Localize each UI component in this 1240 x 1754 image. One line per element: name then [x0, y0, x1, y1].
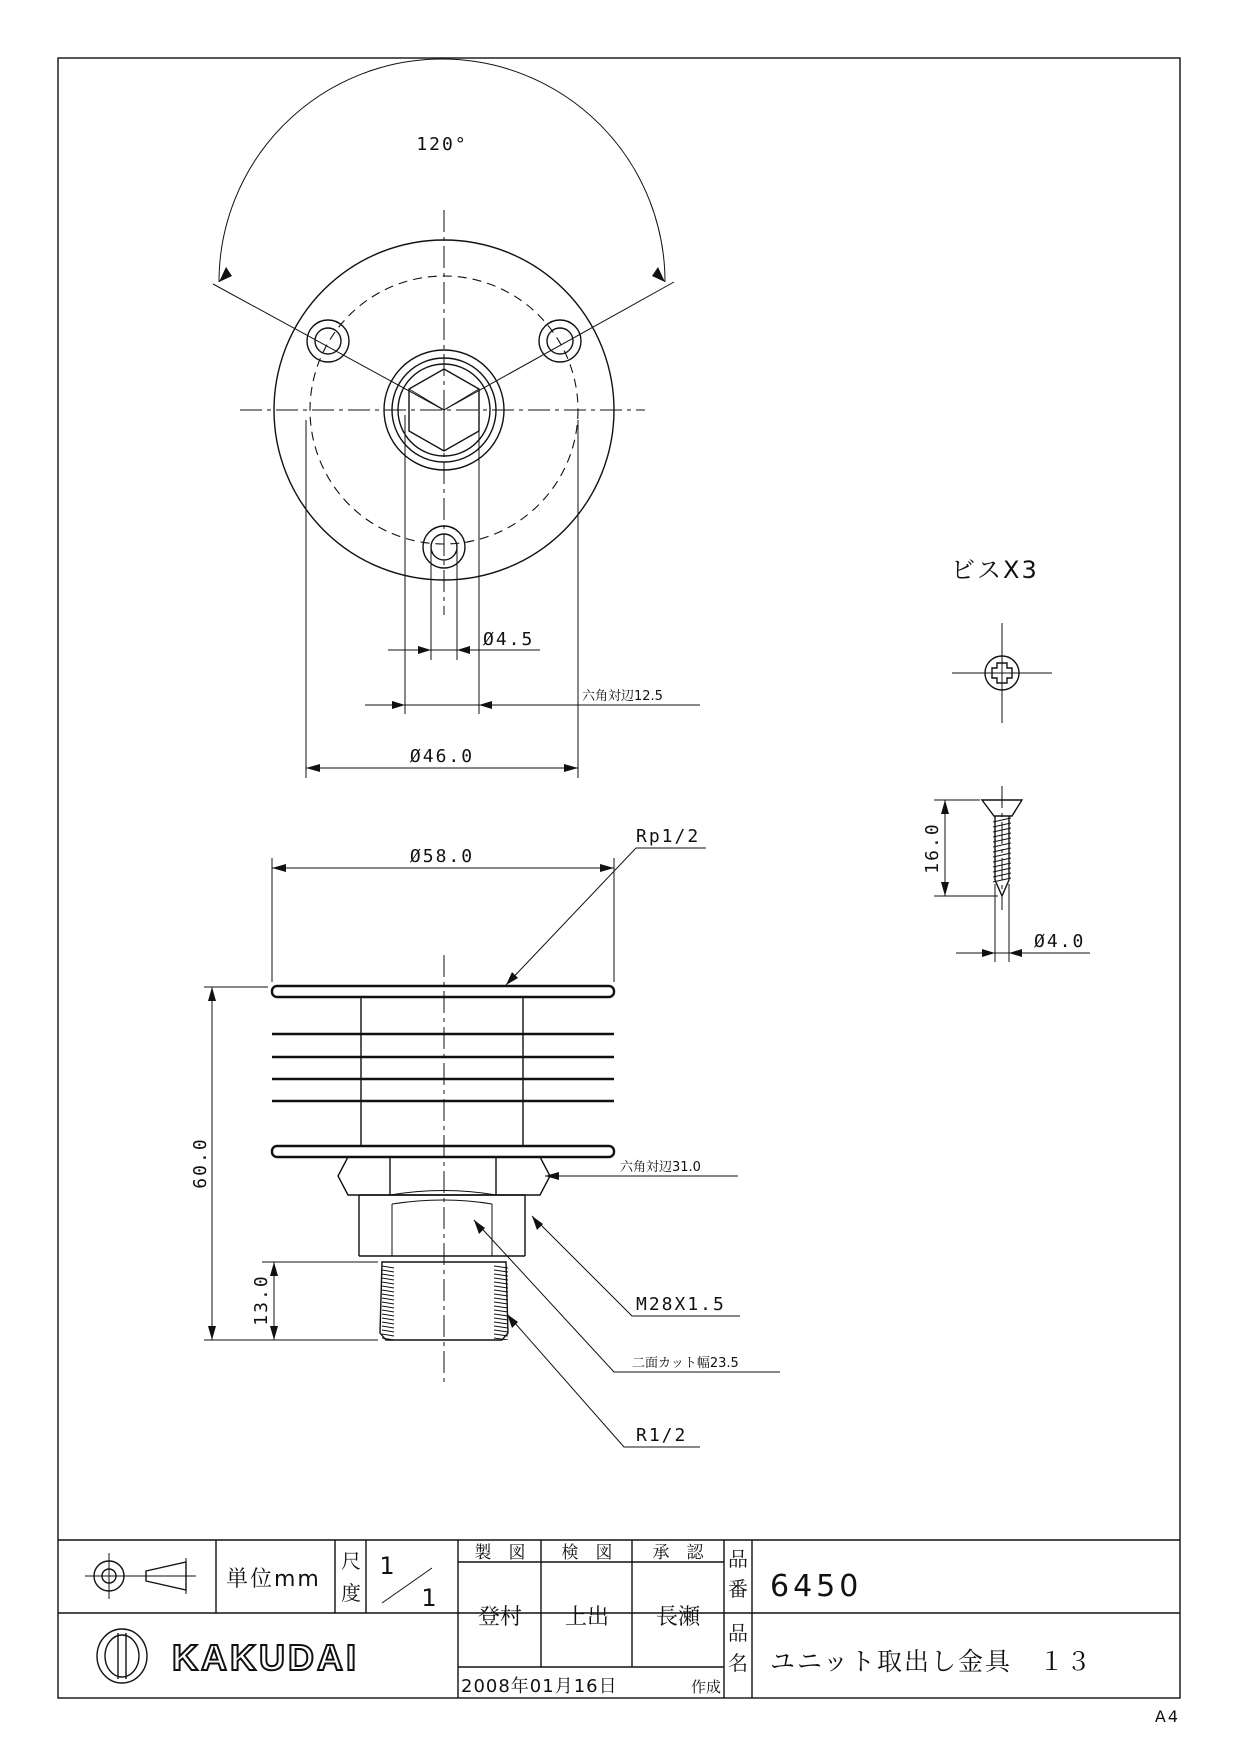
thread-mark — [494, 1330, 508, 1332]
side-view — [190, 826, 780, 1447]
thread-mark — [494, 1314, 508, 1316]
angle-arc — [219, 59, 665, 282]
thread-mark — [494, 1286, 508, 1288]
part-no-label-top: 品 — [728, 1547, 748, 1571]
thread-mark — [382, 1290, 394, 1292]
fin-bottom — [272, 1146, 614, 1157]
thread-mark — [494, 1290, 508, 1292]
person-drawn: 登村 — [477, 1605, 523, 1630]
thread-len-label: 13.0 — [251, 1274, 272, 1326]
thread-mark — [382, 1330, 394, 1332]
thread-mark — [382, 1282, 394, 1284]
height-label: 60.0 — [190, 1137, 211, 1189]
thread-mark — [382, 1314, 394, 1316]
part-name-label-bottom: 名 — [728, 1651, 748, 1675]
top-view — [213, 59, 700, 778]
thread-mark — [494, 1306, 508, 1308]
thread-mark — [382, 1326, 394, 1328]
screw-length-label: 16.0 — [922, 822, 943, 874]
scale-label-bottom: 度 — [341, 1581, 361, 1605]
role-checked: 検 図 — [561, 1543, 613, 1563]
thread-mark — [494, 1298, 508, 1300]
thread-mark — [382, 1318, 394, 1320]
part-name-label-top: 品 — [728, 1621, 748, 1645]
screw-detail — [922, 556, 1090, 962]
drawing-frame — [58, 58, 1180, 1698]
screw-dia-label: Ø4.0 — [1034, 931, 1086, 952]
part-number: 6450 — [770, 1569, 863, 1604]
thread-mark — [494, 1318, 508, 1320]
thread-mark — [382, 1274, 394, 1276]
thread-mark — [494, 1326, 508, 1328]
thread-mark — [494, 1322, 508, 1324]
role-approved: 承 認 — [652, 1543, 704, 1563]
third-angle-projection-icon — [85, 1553, 196, 1599]
outer-dia-label: Ø58.0 — [409, 846, 475, 867]
thread-mark — [494, 1302, 508, 1304]
thread-mark — [382, 1294, 394, 1296]
title-block — [58, 1540, 1180, 1698]
fin-top — [272, 986, 614, 997]
screw-hole-left — [307, 320, 349, 362]
thread-mark — [382, 1286, 394, 1288]
scale-numerator: 1 — [379, 1552, 395, 1580]
thread-mark — [382, 1306, 394, 1308]
screw-qty-label: ビスX3 — [951, 556, 1039, 584]
date-label: 2008年01月16日 — [461, 1676, 618, 1697]
brand-wordmark: KAKUDAI — [172, 1637, 359, 1678]
thread-mark — [382, 1322, 394, 1324]
person-approved: 長瀬 — [655, 1605, 701, 1630]
thread-mark — [382, 1334, 394, 1336]
screw-hole-right — [539, 320, 581, 362]
thread-mark — [494, 1294, 508, 1296]
hex-side-label: 六角対辺31.0 — [620, 1160, 701, 1175]
hex-top-label: 六角対辺12.5 — [582, 689, 663, 704]
m-thread-label: M28X1.5 — [636, 1294, 726, 1315]
role-drawn: 製 図 — [474, 1543, 526, 1563]
person-checked: 上出 — [564, 1605, 610, 1630]
scale-denominator: 1 — [421, 1584, 437, 1612]
r-label: R1/2 — [636, 1425, 688, 1446]
part-name: ユニット取出し金具 １３ — [770, 1647, 1094, 1676]
pcd-label: Ø46.0 — [409, 746, 475, 767]
cut-label: 二面カット幅23.5 — [632, 1356, 739, 1371]
thread-mark — [382, 1266, 394, 1268]
part-no-label-bottom: 番 — [728, 1577, 748, 1601]
scale-label-top: 尺 — [341, 1549, 361, 1573]
thread-mark — [382, 1298, 394, 1300]
thread-mark — [382, 1270, 394, 1272]
hole-dia-label: Ø4.5 — [483, 629, 535, 650]
unit-label: 単位mm — [226, 1567, 321, 1592]
thread-mark — [382, 1278, 394, 1280]
kakudai-logo — [97, 1629, 359, 1683]
paper-size-label: A4 — [1154, 1707, 1180, 1726]
thread-mark — [494, 1310, 508, 1312]
thread-mark — [382, 1310, 394, 1312]
rp-label: Rp1/2 — [636, 826, 701, 847]
angle-label: 120° — [416, 134, 468, 155]
thread-mark — [382, 1302, 394, 1304]
date-suffix-label: 作成 — [690, 1678, 722, 1696]
